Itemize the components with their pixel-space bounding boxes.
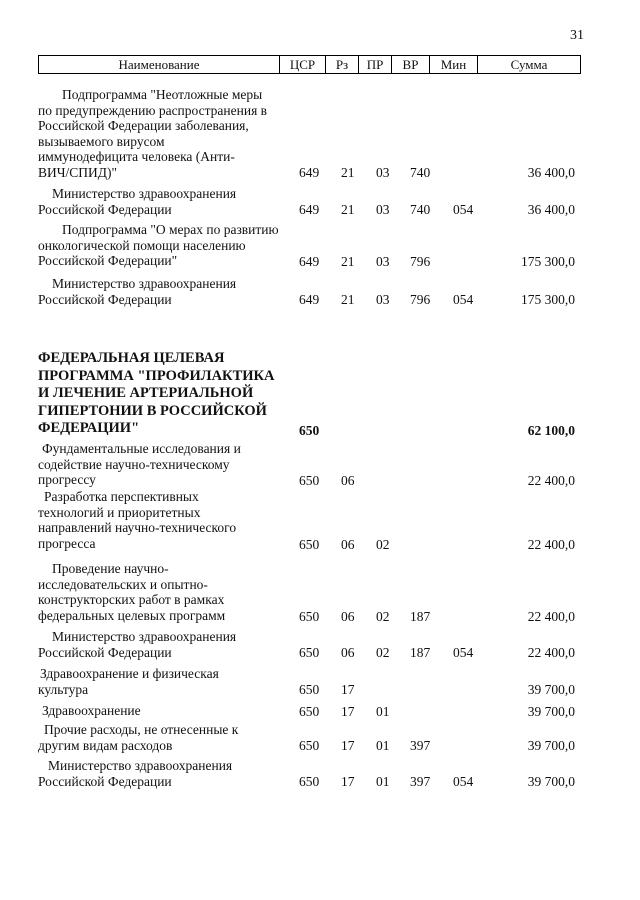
name-line: Фундаментальные исследования и [42,441,241,456]
row-name [38,441,283,488]
row-pr: 03 [376,164,390,180]
row-pr: 01 [376,703,390,719]
row-name [38,87,283,180]
row-rz: 06 [341,536,355,552]
name-line: Подпрограмма "О мерах по развитию [62,222,279,237]
name-line: Прочие расходы, не отнесенные к [44,722,239,737]
row-pr: 03 [376,253,390,269]
name-line: Здравоохранение и физическая [40,666,219,681]
row-csr: 650 [299,608,320,624]
row-name [38,758,283,789]
header-vr: ВР [392,56,430,73]
row-rz: 17 [341,737,355,753]
table-row [38,703,581,719]
row-rz: 06 [341,472,355,488]
table-row [38,350,581,438]
row-csr: 650 [299,536,320,552]
row-pr: 01 [376,773,390,789]
name-line: ВИЧ/СПИД)" [38,164,117,180]
table-row [38,276,581,307]
row-rz: 17 [341,703,355,719]
row-sum: 22 400,0 [527,536,575,552]
row-csr: 649 [299,291,320,307]
row-sum: 36 400,0 [527,164,575,180]
row-rz: 21 [341,253,355,269]
name-line: Проведение научно- [52,561,169,576]
row-csr: 650 [299,737,320,753]
row-vr: 796 [410,253,431,269]
name-line: Разработка перспективных [44,489,199,504]
row-rz: 06 [341,644,355,660]
row-csr: 650 [299,703,320,719]
row-sum: 39 700,0 [527,681,575,697]
name-line: конструкторских работ в рамках [38,592,225,607]
row-rz: 06 [341,608,355,624]
name-line: Российской Федерации [38,291,172,307]
table-row [38,87,581,180]
row-vr: 397 [410,773,431,789]
table-row [38,629,581,660]
row-sum: 175 300,0 [521,291,575,307]
name-line: ФЕДЕРАЛЬНАЯ ЦЕЛЕВАЯ [38,350,225,366]
row-pr: 02 [376,608,390,624]
name-line: Министерство здравоохранения [52,276,237,291]
row-csr: 649 [299,164,320,180]
name-line: по предупреждению распространения в [38,102,268,118]
row-sum: 39 700,0 [527,703,575,719]
row-vr: 740 [410,201,431,217]
row-name [38,722,283,753]
row-vr: 187 [410,608,431,624]
name-line: Российской Федерации" [38,253,178,268]
row-min: 054 [453,291,474,307]
row-min: 054 [453,773,474,789]
row-csr: 650 [299,644,320,660]
name-line: культура [38,681,89,697]
name-line: Российской Федерации [38,644,172,660]
name-line: Министерство здравоохранения [52,186,237,201]
row-sum: 39 700,0 [527,737,575,753]
row-name [38,561,283,623]
name-line: вызываемого вирусом [38,133,165,149]
name-line: ФЕДЕРАЦИИ" [38,420,140,436]
header-pr: ПР [359,56,392,73]
name-line: И ЛЕЧЕНИЕ АРТЕРИАЛЬНОЙ [38,385,254,401]
page-number: 31 [570,28,584,43]
table-row [38,561,581,624]
row-vr: 796 [410,291,431,307]
program-title [38,350,283,438]
row-csr: 650 [299,773,320,789]
name-line: Министерство здравоохранения [48,758,233,773]
name-line: технологий и приоритетных [38,504,201,520]
name-line: Подпрограмма "Неотложные меры [62,87,263,102]
table-row [38,186,581,217]
table-header [38,55,581,74]
row-vr: 187 [410,644,431,660]
name-line: прогресса [38,535,96,551]
table-row [38,222,581,269]
row-rz: 21 [341,164,355,180]
row-name [38,276,283,307]
row-sum: 36 400,0 [527,201,575,217]
name-line: другим видам расходов [38,737,173,753]
row-name [38,186,283,217]
row-name [38,666,283,697]
header-name: Наименование [39,56,280,73]
row-rz: 17 [341,681,355,697]
row-vr: 740 [410,164,431,180]
row-csr: 649 [299,201,320,217]
name-line: Российской Федерации [38,201,172,217]
name-line: федеральных целевых программ [38,607,226,623]
row-sum: 39 700,0 [527,773,575,789]
row-vr: 397 [410,737,431,753]
header-min: Мин [430,56,478,73]
name-line: Здравоохранение [42,703,141,718]
row-sum: 175 300,0 [521,253,575,269]
row-pr: 01 [376,737,390,753]
name-line: Министерство здравоохранения [52,629,237,644]
row-name [38,222,283,269]
name-line: направлений научно-технического [38,520,237,535]
row-pr: 02 [376,536,390,552]
row-name [38,629,283,660]
row-sum: 22 400,0 [527,472,575,488]
row-sum: 62 100,0 [527,422,575,438]
name-line: исследовательских и опытно- [38,576,208,592]
row-csr: 650 [299,681,320,697]
name-line: Российской Федерации [38,773,172,789]
row-pr: 02 [376,644,390,660]
row-pr: 03 [376,291,390,307]
row-rz: 21 [341,201,355,217]
table-row [38,489,581,552]
row-min: 054 [453,644,474,660]
row-csr: 650 [299,422,320,438]
row-csr: 650 [299,472,320,488]
name-line: Российской Федерации заболевания, [38,118,249,133]
name-line: прогрессу [38,472,96,487]
name-line: ПРОГРАММА "ПРОФИЛАКТИКА [38,367,275,384]
table-row [38,758,581,789]
header-sum: Сумма [510,57,548,72]
row-min: 054 [453,201,474,217]
header-csr: ЦСР [280,56,326,73]
table-row [38,722,581,753]
row-csr: 649 [299,253,320,269]
row-pr: 03 [376,201,390,217]
name-line: содействие научно-техническому [38,456,230,472]
row-name [38,489,283,551]
row-sum: 22 400,0 [527,644,575,660]
table-row [38,666,581,697]
table-row [38,441,581,488]
row-name [38,703,283,719]
row-rz: 21 [341,291,355,307]
row-rz: 17 [341,773,355,789]
name-line: ГИПЕРТОНИИ В РОССИЙСКОЙ [38,402,267,419]
name-line: иммунодефицита человека (Анти- [38,149,235,164]
row-sum: 22 400,0 [527,608,575,624]
name-line: онкологической помощи населению [38,237,246,253]
header-rz: Рз [326,56,359,73]
